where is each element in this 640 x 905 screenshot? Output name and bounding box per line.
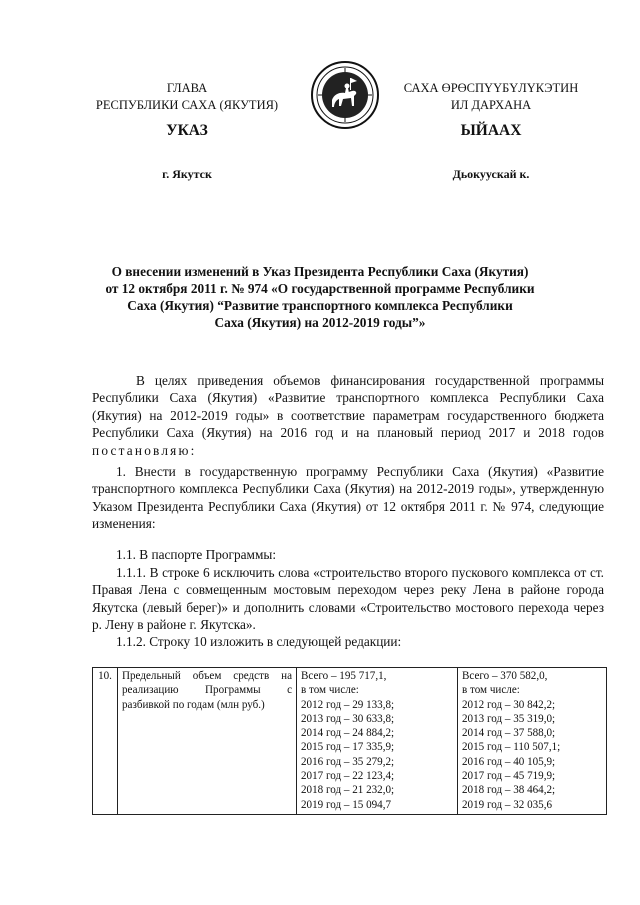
item-1-1-1-paragraph: 1.1.1. В строке 6 исключить слова «строительство второго пускового комплекса от ст. Правая Лена с совмещенным мостовым переходом через реку Лена в районе города Якутска (левый берег)» и дополнить словами «Строительство мостового перехода через р. Лену в районе г. Якутска». [92, 565, 604, 633]
old-including: в том числе: [301, 684, 359, 697]
old-values-cell [297, 668, 458, 815]
old-year-value: 2018 год – 21 232,0; [301, 784, 395, 797]
new-year-value: 2017 год – 45 719,9; [462, 770, 556, 783]
old-year-value: 2016 год – 35 279,2; [301, 755, 395, 768]
new-including: в том числе: [462, 684, 520, 697]
funding-table [92, 667, 607, 815]
title-line: Саха (Якутия) на 2012-2019 годы”» [214, 315, 426, 330]
old-year-value: 2017 год – 22 123,4; [301, 770, 395, 783]
city-ru: г. Якутск [162, 167, 212, 181]
title-line: О внесении изменений в Указ Президента Республики Саха (Якутия) [111, 264, 529, 279]
preamble-text: В целях приведения объемов финансирования государственной программы Республики Саха (Якутия) «Развитие транспортного комплекса Республики Саха (Якутия) на 2012-2019 годы» в соответствие параметрам государственного бюджета Республики Саха (Якутия) на 2016 год и на плановый период 2017 и 2018 годов [92, 373, 604, 441]
doc-type-sakha: ЫЙААХ [460, 122, 522, 139]
new-year-value: 2016 год – 40 105,9; [462, 755, 556, 768]
new-year-value: 2018 год – 38 464,2; [462, 784, 556, 797]
item-1-1-paragraph: 1.1. В паспорте Программы: [116, 547, 277, 562]
issuer-sakha-line2: ИЛ ДАРХАНА [450, 98, 532, 112]
old-year-value: 2015 год – 17 335,9; [301, 741, 395, 754]
issuer-ru-line1: ГЛАВА [166, 81, 208, 95]
issuer-sakha [386, 80, 596, 114]
postanovlyayu-word: постановляю: [92, 442, 197, 458]
coat-of-arms-emblem [310, 60, 380, 130]
old-year-value: 2019 год – 15 094,7 [301, 798, 392, 811]
decree-title [60, 263, 580, 331]
new-year-value: 2012 год – 30 842,2; [462, 698, 556, 711]
issuer-sakha-line1: САХА ӨРӨСПҮҮБҮЛҮКЭТИН [403, 81, 579, 95]
table-row [93, 668, 607, 815]
new-year-value: 2015 год – 110 507,1; [462, 741, 561, 754]
row-number-cell: 10. [93, 668, 118, 815]
new-values-cell [458, 668, 607, 815]
issuer-ru-line2: РЕСПУБЛИКИ САХА (ЯКУТИЯ) [95, 98, 279, 112]
city-sakha: Дьокуускай к. [452, 167, 530, 181]
new-year-value: 2013 год – 35 319,0; [462, 712, 556, 725]
row-name-cell: Предельный объем средств на реализацию Программы с разбивкой по годам (млн руб.) [118, 668, 297, 815]
new-total: Всего – 370 582,0, [462, 670, 548, 682]
item-1-1-2-paragraph: 1.1.2. Строку 10 изложить в следующей редакции: [116, 634, 402, 649]
old-year-value: 2013 год – 30 633,8; [301, 712, 395, 725]
item-1-paragraph: 1. Внести в государственную программу Республики Саха (Якутия) «Развитие транспортного комплекса Республики Саха (Якутия) на 2012-2019 годы», утвержденную Указом Президента Республики Саха (Якутия) от 12 октября 2011 г. № 974, следующие изменения: [92, 464, 604, 532]
title-line: Саха (Якутия) “Развитие транспортного комплекса Республики [127, 298, 513, 313]
issuer-ru [82, 80, 292, 114]
new-year-value: 2019 год – 32 035,6 [462, 798, 553, 811]
old-year-value: 2012 год – 29 133,8; [301, 698, 395, 711]
old-total: Всего – 195 717,1, [301, 670, 387, 682]
old-year-value: 2014 год – 24 884,2; [301, 727, 395, 740]
doc-type-ru: УКАЗ [166, 122, 208, 139]
title-line: от 12 октября 2011 г. № 974 «О государственной программе Республики [105, 281, 535, 296]
preamble-paragraph [92, 372, 604, 459]
new-year-value: 2014 год – 37 588,0; [462, 727, 556, 740]
